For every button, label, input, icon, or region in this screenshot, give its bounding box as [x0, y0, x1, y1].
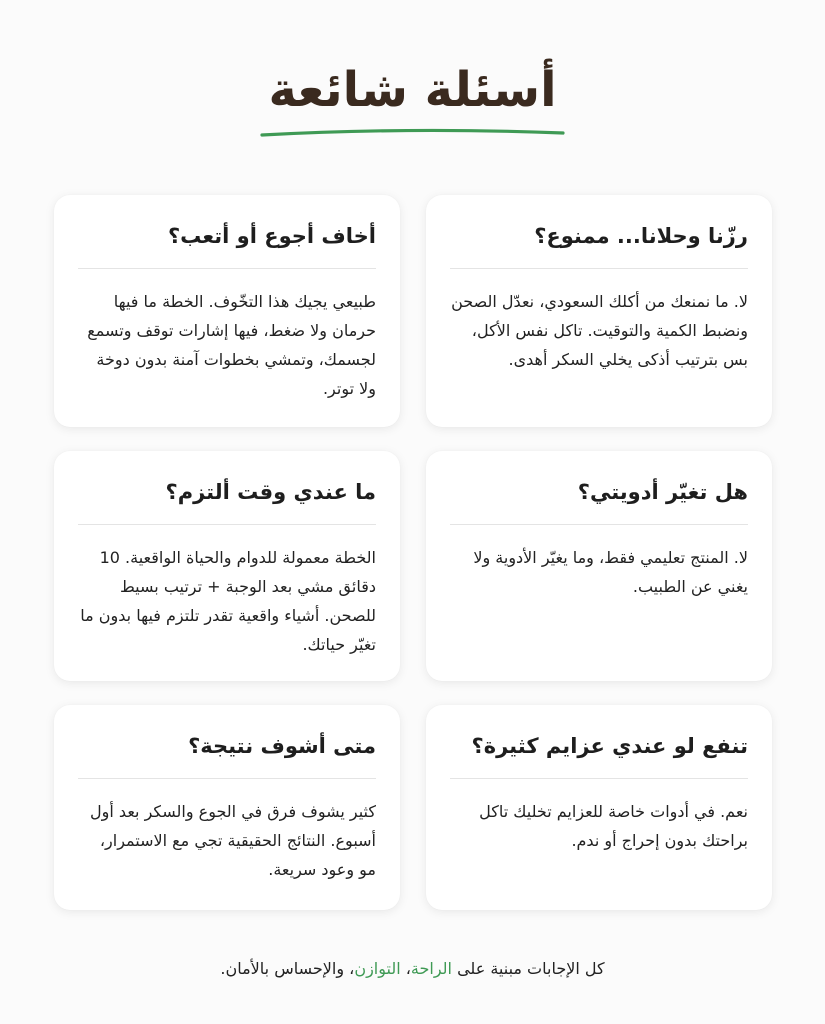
- faq-answer: نعم. في أدوات خاصة للعزايم تخليك تاكل براحتك بدون إحراج أو ندم.: [479, 802, 748, 850]
- footer-separator: ،: [400, 959, 411, 978]
- faq-answer: لا. المنتج تعليمي فقط، وما يغيّر الأدوية ولا يغني عن الطبيب.: [473, 548, 748, 596]
- faq-answer: لا. ما نمنعك من أكلك السعودي، نعدّل الصحن ونضبط الكمية والتوقيت. تاكل نفس الأكل، بس بترتيب أذكى يخلي السكر أهدى.: [451, 292, 748, 369]
- header: [0, 58, 825, 122]
- faq-answer: كثير يشوف فرق في الجوع والسكر بعد أول أسبوع. النتائج الحقيقية تجي مع الاستمرار، مو وعود سريعة.: [90, 802, 376, 879]
- faq-grid: [54, 195, 772, 910]
- footer-suffix: ، والإحساس بالأمان.: [220, 959, 355, 978]
- faq-card: [426, 705, 772, 910]
- footer-note: [0, 955, 825, 983]
- faq-card: [426, 451, 772, 681]
- footer-highlight-balance: التوازن: [354, 959, 401, 978]
- faq-question: رزّنا وحلانا... ممنوع؟: [534, 224, 748, 248]
- faq-answer: طبيعي يجيك هذا التخّوف. الخطة ما فيها حرمان ولا ضغط، فيها إشارات توقف وتسمع لجسمك، وتمشي بخطوات آمنة بدون دوخة ولا توتر.: [87, 292, 376, 398]
- divider: [78, 524, 376, 525]
- page-title: أسئلة شائعة: [268, 62, 557, 118]
- faq-card: [54, 451, 400, 681]
- faq-question: هل تغيّر أدويتي؟: [577, 480, 748, 504]
- faq-card: [426, 195, 772, 427]
- footer-prefix: كل الإجابات مبنية على: [451, 959, 605, 978]
- footer-highlight-comfort: الراحة: [410, 959, 452, 978]
- divider: [450, 778, 748, 779]
- divider: [450, 268, 748, 269]
- faq-card: [54, 195, 400, 427]
- faq-question: أخاف أجوع أو أتعب؟: [168, 224, 376, 248]
- divider: [450, 524, 748, 525]
- faq-question: متى أشوف نتيجة؟: [188, 734, 376, 758]
- divider: [78, 778, 376, 779]
- title-underline: [260, 126, 565, 140]
- faq-question: تنفع لو عندي عزايم كثيرة؟: [471, 734, 748, 758]
- faq-card: [54, 705, 400, 910]
- faq-question: ما عندي وقت ألتزم؟: [165, 480, 376, 504]
- faq-answer: الخطة معمولة للدوام والحياة الواقعية. 10 دقائق مشي بعد الوجبة + ترتيب بسيط للصحن. أشياء واقعية تقدر تلتزم فيها بدون ما تغيّر حياتك.: [80, 548, 376, 654]
- divider: [78, 268, 376, 269]
